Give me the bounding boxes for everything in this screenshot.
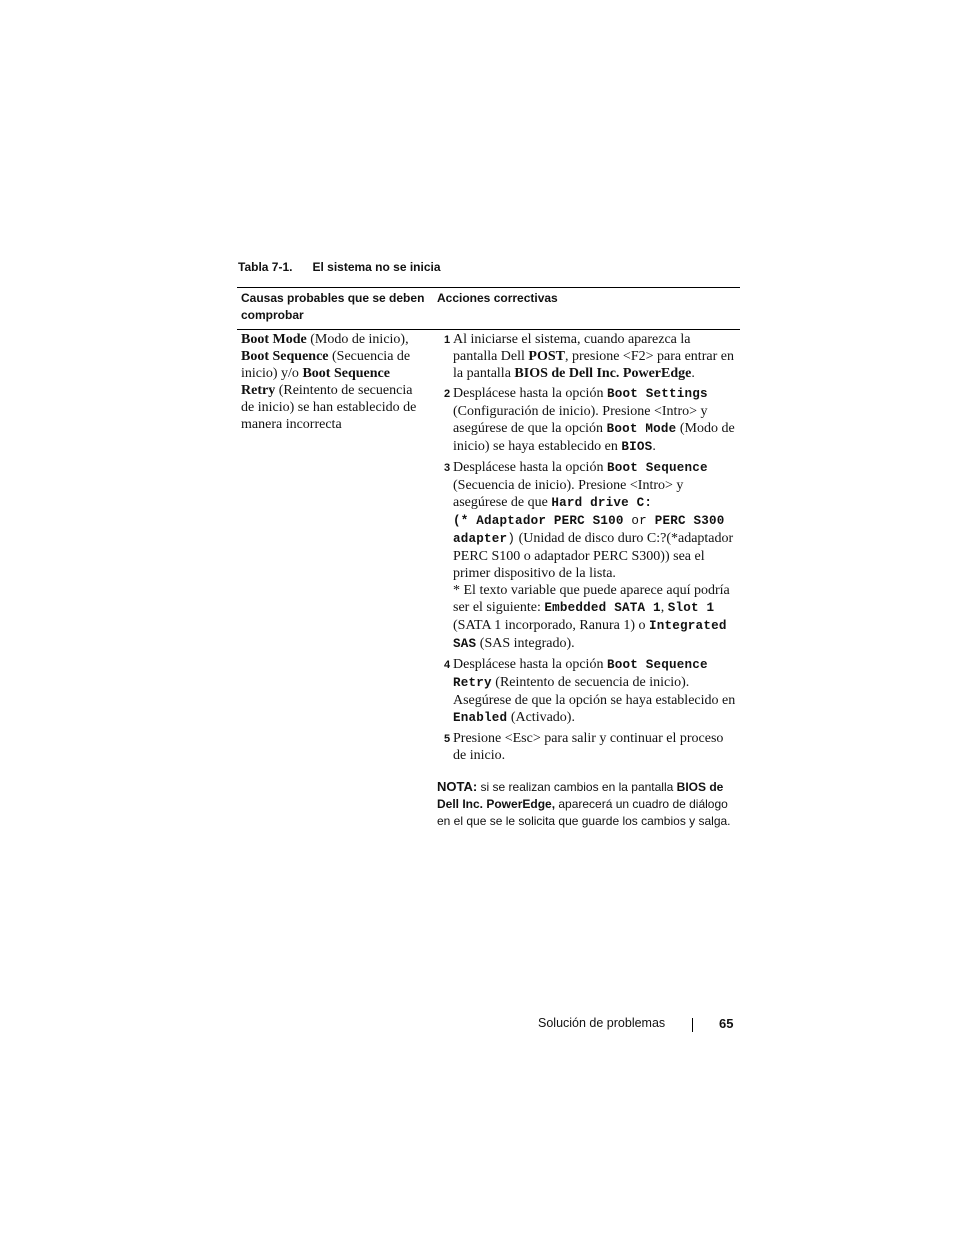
step-code: BIOS bbox=[621, 440, 653, 454]
step-text: (Modo de inicio) se haya establecido en bbox=[453, 421, 735, 454]
step-code: or bbox=[623, 514, 655, 528]
note-term: BIOS de Dell Inc. PowerEdge, bbox=[437, 780, 724, 811]
table-caption bbox=[238, 260, 441, 274]
cause-text: (Reintento de secuencia de inicio) se han establecido de manera incorrecta bbox=[241, 383, 417, 432]
table-number: Tabla 7-1. bbox=[238, 260, 293, 274]
footer-divider bbox=[692, 1018, 693, 1032]
step-code: Boot Sequence Retry bbox=[453, 658, 708, 690]
table-header-rule bbox=[237, 329, 740, 330]
note-label: NOTA: bbox=[437, 779, 478, 794]
step-text: Desplácese hasta la opción bbox=[453, 386, 607, 401]
step-term: POST bbox=[528, 349, 565, 364]
step-code: (* Adaptador PERC S100 bbox=[453, 514, 624, 528]
step-code: Boot Mode bbox=[606, 422, 677, 436]
cause-boot-sequence-retry: Boot Sequence Retry bbox=[241, 366, 390, 398]
step-text: (SAS integrado). bbox=[476, 636, 575, 651]
step-text: (SATA 1 incorporado, Ranura 1) o bbox=[453, 618, 650, 633]
cause-cell bbox=[241, 331, 427, 433]
step-4 bbox=[437, 656, 737, 727]
step-code: Hard drive C: bbox=[551, 496, 653, 510]
step-text: (Unidad de disco duro C:?(*adaptador PERC S100 o adaptador PERC S300)) sea el primer dispositivo de la lista. bbox=[453, 531, 734, 581]
column-header-actions: Acciones correctivas bbox=[437, 291, 558, 305]
step-text: * El texto variable que puede aparece aquí podría ser el siguiente: bbox=[453, 583, 730, 615]
step-code: Enabled bbox=[453, 711, 508, 725]
step-text: , presione <F2> para entrar en la pantalla bbox=[453, 349, 734, 381]
note bbox=[437, 778, 737, 830]
actions-cell bbox=[437, 331, 737, 830]
step-code: Integrated SAS bbox=[453, 619, 727, 651]
note-text: si se realizan cambios en la pantalla bbox=[477, 780, 677, 794]
step-code: Embedded SATA 1 bbox=[544, 601, 661, 615]
step-number: 5 bbox=[444, 733, 451, 745]
table-top-rule bbox=[237, 287, 740, 288]
step-code: Boot Sequence bbox=[606, 461, 708, 475]
step-term: BIOS de Dell Inc. PowerEdge bbox=[514, 366, 692, 381]
cause-text: (Secuencia de inicio) y/o bbox=[241, 349, 411, 381]
step-code: Boot Settings bbox=[606, 387, 708, 401]
step-text: Presione <Esc> para salir y continuar el proceso de inicio. bbox=[453, 731, 724, 763]
step-text: (Configuración de inicio). Presione <Intro> y asegúrese de que la opción bbox=[453, 404, 708, 436]
footer-section-title: Solución de problemas bbox=[538, 1016, 666, 1030]
step-2 bbox=[437, 385, 737, 456]
step-text: . bbox=[691, 366, 695, 381]
step-number: 1 bbox=[444, 334, 451, 346]
step-text: Desplácese hasta la opción bbox=[453, 657, 607, 672]
step-code: Slot 1 bbox=[667, 601, 715, 615]
step-5 bbox=[437, 730, 737, 764]
step-number: 2 bbox=[444, 388, 451, 400]
step-text: Al iniciarse el sistema, cuando aparezca la pantalla Dell bbox=[453, 332, 691, 364]
step-number: 4 bbox=[444, 659, 451, 671]
step-text: (Reintento de secuencia de inicio). Asegúrese de que la opción se haya establecido en bbox=[453, 675, 736, 708]
column-header-causes: Causas probables que se deben comprobar bbox=[241, 291, 425, 322]
page-number: 65 bbox=[719, 1016, 734, 1031]
note-text: aparecerá un cuadro de diálogo en el que se le solicita que guarde los cambios y salga. bbox=[437, 797, 731, 828]
cause-boot-mode: Boot Mode bbox=[241, 332, 307, 347]
step-1 bbox=[437, 331, 737, 382]
cause-text: (Modo de inicio), bbox=[306, 332, 409, 347]
table-title: El sistema no se inicia bbox=[312, 260, 441, 274]
step-3 bbox=[437, 459, 737, 653]
step-number: 3 bbox=[444, 462, 451, 474]
step-code: PERC S300 adapter bbox=[453, 514, 725, 546]
step-text: . bbox=[652, 439, 656, 454]
step-text: (Secuencia de inicio). Presione <Intro> y asegúrese de que bbox=[453, 478, 684, 510]
step-text: Desplácese hasta la opción bbox=[453, 460, 607, 475]
step-code: ) bbox=[507, 532, 516, 546]
cause-boot-sequence: Boot Sequence bbox=[241, 349, 329, 364]
step-text: , bbox=[660, 600, 668, 615]
step-text: (Activado). bbox=[507, 710, 575, 725]
